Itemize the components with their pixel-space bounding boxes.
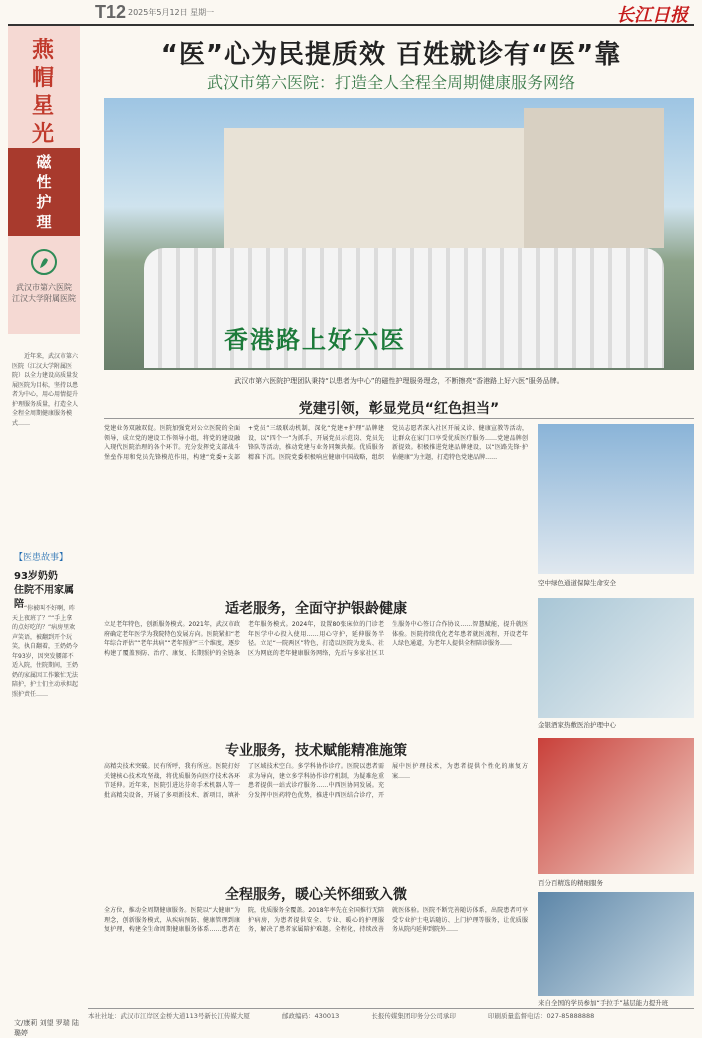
headline: “医”心为民提质效 百姓就诊有“医”靠 (160, 40, 622, 70)
section-title-fullcare: 全程服务，暖心关怀细致入微 (225, 887, 407, 903)
issue-date: 2025年5月12日 星期一 (128, 8, 215, 17)
newspaper-logo: 长江日报 (616, 5, 688, 26)
footer-address: 本社社址：武汉市江岸区金桥大道113号新长江传媒大厦 (88, 1012, 250, 1020)
footer-printer: 长报传媒集团印务分公司承印 (371, 1012, 456, 1020)
left-column (8, 26, 80, 1037)
subheadline: 武汉市第六医院：打造全人全程全周期健康服务网络 (206, 73, 575, 92)
award-photo (538, 738, 694, 874)
side-caption-1: 空中绿色通道保障生命安全 (538, 579, 616, 587)
footer-phone: 印刷质量监督电话：027-85888888 (487, 1012, 595, 1020)
training-photo (538, 892, 694, 996)
story-title: 93岁奶奶 住院不用家属陪 (14, 571, 74, 610)
elderly-care-photo (538, 598, 694, 718)
hospital-logo-icon (30, 248, 58, 276)
photo-banner: 香港路上好六医 (224, 326, 406, 354)
section-title-elderly: 适老服务，全面守护银龄健康 (225, 601, 407, 617)
group-photo (104, 98, 694, 370)
helicopter-photo (538, 424, 694, 574)
editor-credits: 文/康莉 刘望 罗瑞 陆璐婷 (14, 1019, 80, 1037)
column-subtitle: 磁 性 护 理 (8, 148, 80, 236)
section-body-elderly: 立足老年特色，创新服务模式。2021年，武汉市政府确定老年医学为我院特色发展方向。医院紧扣“老年综合评估”“老年共病”“老年照护”三个维度，逐步构建了覆盖预防、治疗、康复、长期照护的全链条老年服务模式。2024年，设置80张床位的门诊老年医学中心投入使用……用心守护，延伸服务半径。立足“一院两区”特色，打造以医院为龙头、社区为网底的老年健康服务网络，先后与多家社区卫生服务中心签订合作协议……智慧赋能，提升就医体验。医院持续优化老年患者就医流程，开设老年人绿色通道，为老年人提供全程陪诊服务…… (104, 621, 528, 657)
hospital-name: 武汉市第六医院 江汉大学附属医院 (12, 283, 76, 303)
hospital-tower (524, 108, 664, 248)
story-body: “你被叫不好啊，昨天上夜班了？”“手上拿的点好吃的？”病房里欢声笑语，被翻到开个玩笑，执自翻着，王奶奶今年93岁，因突发腰部不适入院，住院期间，王奶奶的家属因工作繁忙无法陪护，护士们主动承担起照护责任…… (12, 605, 79, 698)
section-divider (104, 418, 694, 419)
section-body-fullcare: 全方位，推动全周期健康服务。医院以“大健康”为理念，创新服务模式，从疾病预防、健康管理到康复护理，构建全生命周期健康服务体系……患者在院，优质服务全覆盖。2018年率先在全国推行无陪护病房，为患者提供安全、专业、暖心的护理服务，解决了患者家属陪护难题。全程化，持续改善就医体验。医院不断完善随访体系，出院患者可享受专业护士电话随访、上门护理等服务，让优质服务从院内延伸到院外…… (104, 907, 528, 933)
section-body-party: 党建业务双融双促。医院加强党对公立医院的全面领导，成立党的建设工作领导小组，将党的建设融入现代医院治理的各个环节。充分发挥党支部战斗堡垒作用和党员先锋模范作用，构建“党委+支部+党员”三级联动机制，深化“党建+护理”品牌建设，以“四个一”为抓手，开展党员示范岗、党员先锋队等活动，推动党建与业务同频共振。优质服务精准下沉。医院党委积极响应健康中国战略，组织党员志愿者深入社区开展义诊、健康宣教等活动，让群众在家门口享受优质医疗服务……党建品牌创新提效。积极推进党建品牌建设，以“医路先锋·护佑健康”为主题，打造特色党建品牌…… (104, 425, 528, 461)
footer-postcode: 邮政编码：430013 (282, 1012, 340, 1020)
column-intro: 近年来，武汉市第六医院（江汉大学附属医院）以全力建设高质量发展医院为目标，坚持以患者为中心，用心用情提升护理服务质量，打造全人全程全周期健康服务模式…… (12, 353, 79, 427)
story-tag: 【医患故事】 (14, 553, 69, 563)
side-caption-3: 百分百精选的精细服务 (538, 879, 603, 887)
page-footer (88, 1008, 694, 1020)
column-title: 燕 帽 星 光 (31, 37, 56, 147)
page-number: T12 (95, 2, 127, 22)
side-caption-4: 来自全国的学员参加“手拉手”基层能力提升班 (538, 999, 669, 1007)
section-body-professional: 高精尖技术突破。民有所呼，我有所应。医院打好关键核心技术攻坚战，将优质服务向医疗技术各环节延伸。近年来，医院引进达芬奇手术机器人等一批高精尖设备，开展了多项新技术、新项目，填补了区域技术空白。多学科协作诊疗。医院以患者需求为导向，建立多学科协作诊疗机制，为疑难危重患者提供一站式诊疗服务……中西医协同发展。充分发挥中医药特色优势，推进中西医结合诊疗，开展中医护理技术，为患者提供个性化的康复方案…… (104, 763, 528, 799)
photo-caption: 武汉市第六医院护理团队秉持“以患者为中心”的磁性护理服务理念，不断擦亮“香港路上好六医”服务品牌。 (234, 377, 564, 385)
section-title-party: 党建引领，彰显党员“红色担当” (298, 401, 500, 417)
side-caption-2: 金银酒家热敷医治护理中心 (538, 721, 616, 729)
section-title-professional: 专业服务，技术赋能精准施策 (225, 743, 407, 759)
